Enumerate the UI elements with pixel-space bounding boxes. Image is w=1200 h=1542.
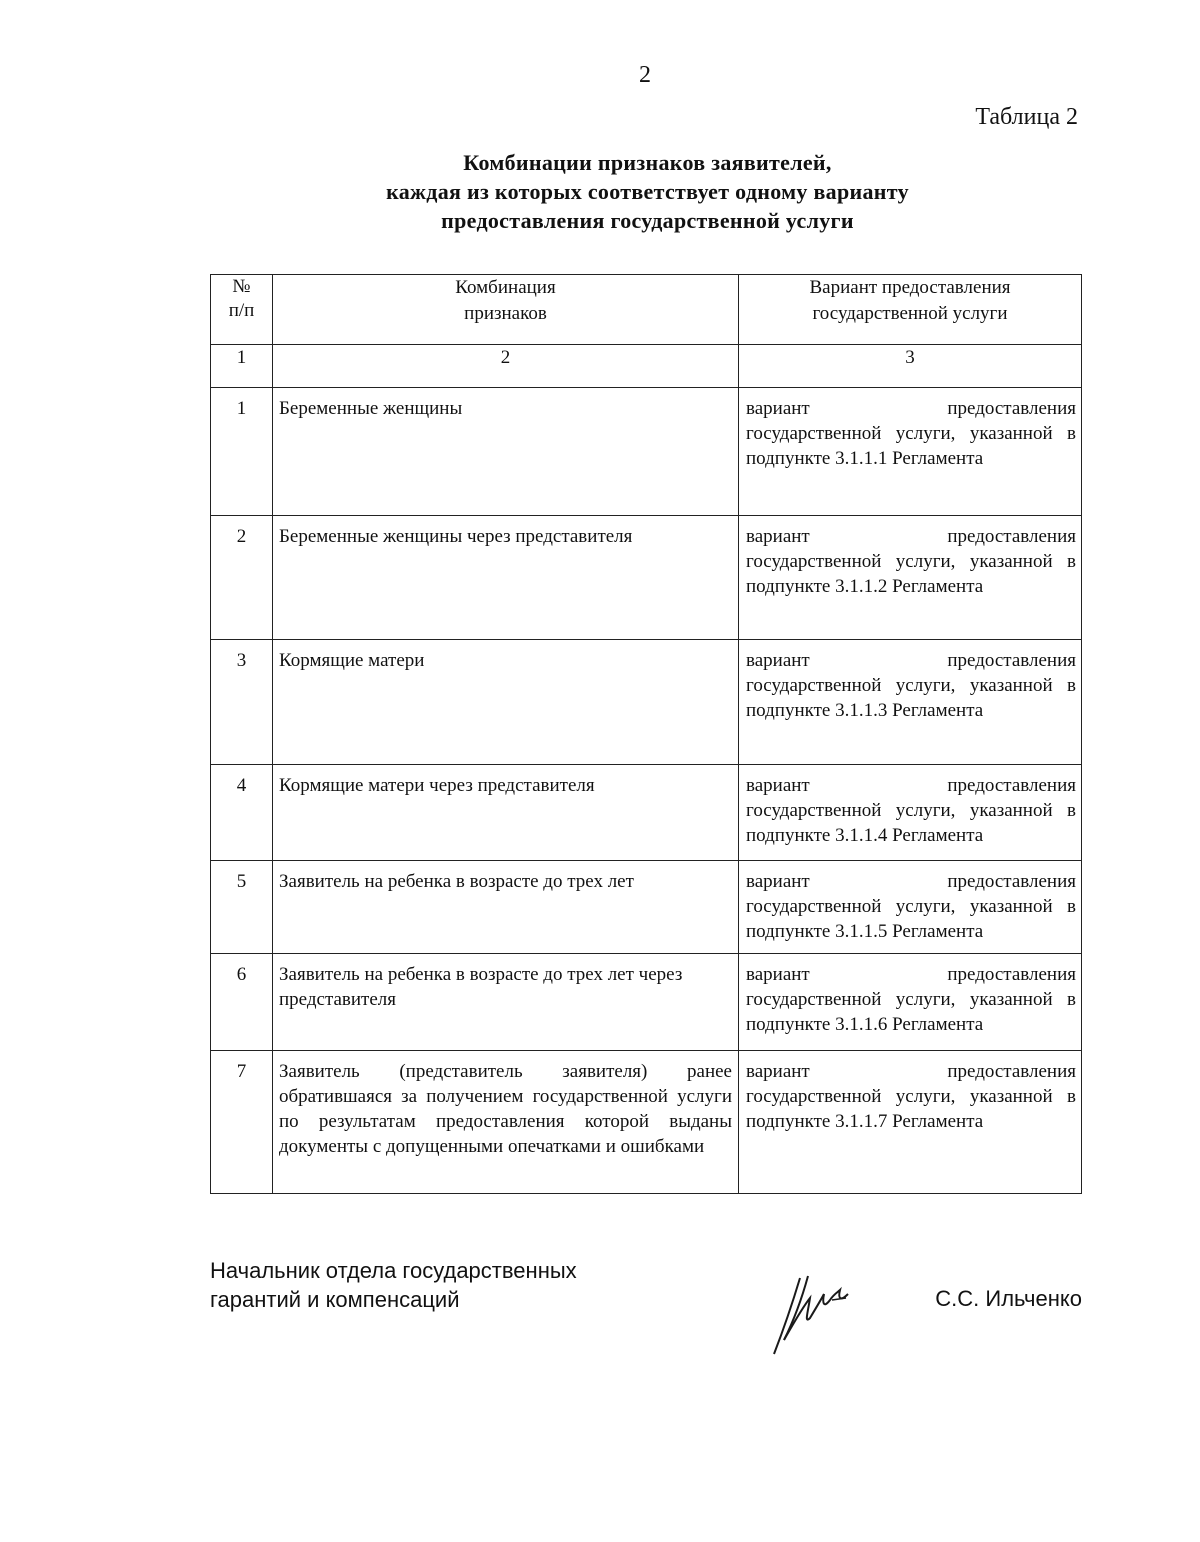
row-signs: Беременные женщины bbox=[273, 388, 739, 516]
signatory-name: С.С. Ильченко bbox=[935, 1286, 1082, 1311]
row-signs: Заявитель на ребенка в возрасте до трех лет bbox=[273, 861, 739, 954]
row-number: 4 bbox=[211, 765, 273, 861]
column-number: 3 bbox=[739, 345, 1082, 388]
header-number bbox=[211, 275, 273, 345]
table-label: Таблица 2 bbox=[975, 104, 1078, 130]
row-number: 2 bbox=[211, 516, 273, 640]
row-variant: вариант предоставления государственной услуги, указанной в подпункте 3.1.1.6 Регламента bbox=[739, 954, 1082, 1051]
row-variant: вариант предоставления государственной услуги, указанной в подпункте 3.1.1.4 Регламента bbox=[739, 765, 1082, 861]
table-row bbox=[211, 516, 1082, 640]
header-signs-line-1: Комбинация bbox=[455, 277, 556, 298]
page-number: 2 bbox=[639, 62, 651, 88]
table-row bbox=[211, 861, 1082, 954]
row-variant: вариант предоставления государственной услуги, указанной в подпункте 3.1.1.5 Регламента bbox=[739, 861, 1082, 954]
table-row bbox=[211, 954, 1082, 1051]
row-number: 6 bbox=[211, 954, 273, 1051]
table-header-row bbox=[211, 275, 1082, 345]
header-variant bbox=[739, 275, 1082, 345]
row-number: 5 bbox=[211, 861, 273, 954]
row-number: 1 bbox=[211, 388, 273, 516]
header-number-sign: № bbox=[232, 276, 251, 297]
table-row bbox=[211, 765, 1082, 861]
row-number: 3 bbox=[211, 640, 273, 765]
header-variant-line-1: Вариант предоставления bbox=[809, 277, 1011, 298]
row-signs: Заявитель (представитель заявителя) ранее обратившаяся за получением государственной услуги по результатам предоставления которой выданы документы с допущенными опечатками и ошибками bbox=[273, 1051, 739, 1194]
column-number-row bbox=[211, 345, 1082, 388]
document-title bbox=[0, 148, 1200, 235]
table-row bbox=[211, 1051, 1082, 1194]
signatory-position bbox=[210, 1256, 577, 1314]
title-line-2: каждая из которых соответствует одному варианту bbox=[386, 179, 909, 204]
row-signs: Заявитель на ребенка в возрасте до трех лет через представителя bbox=[273, 954, 739, 1051]
header-signs-line-2: признаков bbox=[464, 303, 547, 324]
row-signs: Беременные женщины через представителя bbox=[273, 516, 739, 640]
title-line-3: предоставления государственной услуги bbox=[441, 208, 854, 233]
row-variant: вариант предоставления государственной услуги, указанной в подпункте 3.1.1.3 Регламента bbox=[739, 640, 1082, 765]
column-number: 2 bbox=[273, 345, 739, 388]
row-variant: вариант предоставления государственной услуги, указанной в подпункте 3.1.1.7 Регламента bbox=[739, 1051, 1082, 1194]
applicant-combinations-table bbox=[210, 274, 1082, 1194]
column-number: 1 bbox=[211, 345, 273, 388]
table-row bbox=[211, 640, 1082, 765]
header-number-abbr: п/п bbox=[228, 300, 255, 321]
row-signs: Кормящие матери bbox=[273, 640, 739, 765]
header-variant-line-2: государственной услуги bbox=[812, 303, 1008, 324]
signatory-position-line-2: гарантий и компенсаций bbox=[210, 1287, 460, 1312]
row-signs: Кормящие матери через представителя bbox=[273, 765, 739, 861]
row-variant: вариант предоставления государственной услуги, указанной в подпункте 3.1.1.2 Регламента bbox=[739, 516, 1082, 640]
row-variant: вариант предоставления государственной услуги, указанной в подпункте 3.1.1.1 Регламента bbox=[739, 388, 1082, 516]
row-number: 7 bbox=[211, 1051, 273, 1194]
table-row bbox=[211, 388, 1082, 516]
signatory-position-line-1: Начальник отдела государственных bbox=[210, 1258, 577, 1283]
header-signs bbox=[273, 275, 739, 345]
title-line-1: Комбинации признаков заявителей, bbox=[463, 150, 832, 175]
handwritten-signature bbox=[764, 1268, 864, 1360]
